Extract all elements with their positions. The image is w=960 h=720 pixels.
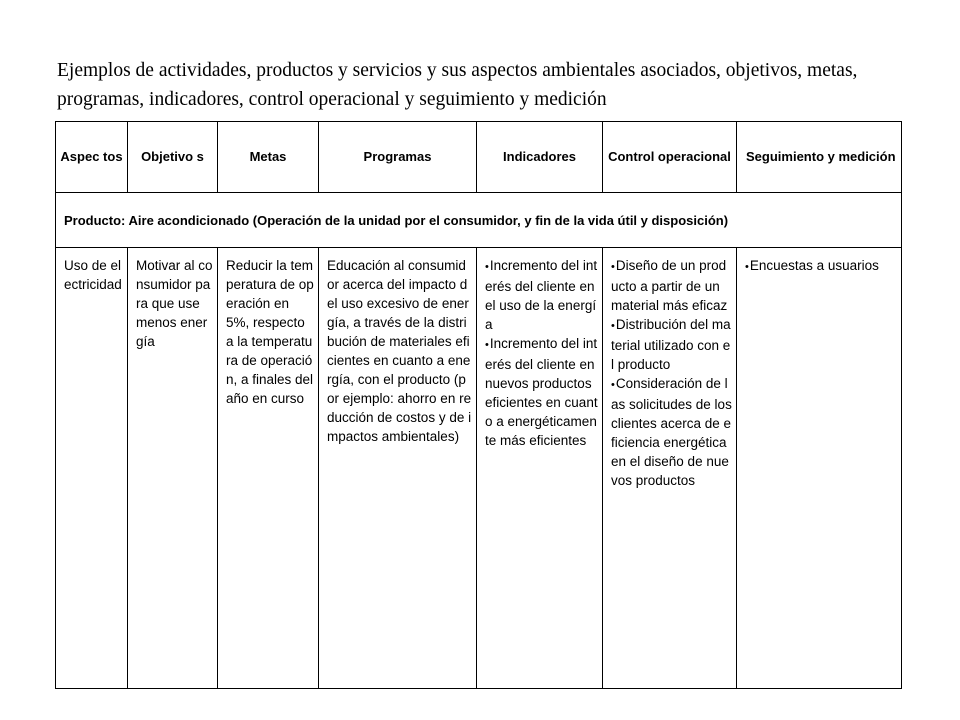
bullet-icon: •: [611, 379, 615, 391]
list-item-text: Encuestas a usuarios: [749, 258, 879, 273]
cell-metas: Reducir la temperatura de operación en 5%, respecto a la temperatura de operación, a finales del año en curso: [218, 248, 319, 689]
product-row: [56, 193, 902, 248]
list-item: [485, 334, 599, 450]
seguimiento-list: [745, 256, 898, 277]
cell-indicadores: [477, 248, 603, 689]
bullet-icon: •: [611, 320, 615, 332]
header-metas: Metas: [218, 122, 319, 193]
cell-programas: Educación al consumidor acerca del impacto del uso excesivo de energía, a través de la distribución de materiales eficientes en cuanto a energía, con el producto (por ejemplo: ahorro en reducción de costos y de impactos ambientales): [319, 248, 477, 689]
header-row: [56, 122, 902, 193]
table-row: [56, 248, 902, 689]
list-item-text: Diseño de un producto a partir de un material más eficaz: [611, 258, 728, 313]
cell-objetivos: Motivar al consumidor para que use menos energía: [128, 248, 218, 689]
environmental-aspects-table: [55, 121, 902, 689]
header-control: Control operacional: [603, 122, 737, 193]
list-item-text: Distribución del material utilizado con el producto: [611, 317, 731, 372]
list-item: [745, 256, 898, 277]
list-item-text: Incremento del interés del cliente en nuevos productos eficientes en cuanto a energéticamente más eficientes: [485, 336, 598, 448]
header-seguimiento: Seguimiento y medición: [737, 122, 902, 193]
header-indicadores: Indicadores: [477, 122, 603, 193]
bullet-icon: •: [485, 339, 489, 351]
control-list: [611, 256, 733, 490]
list-item: [611, 374, 733, 490]
list-item: [611, 256, 733, 315]
list-item: [611, 315, 733, 374]
cell-aspectos: Uso de electricidad: [56, 248, 128, 689]
indicadores-list: [485, 256, 599, 450]
list-item-text: Consideración de las solicitudes de los clientes acerca de eficiencia energética en el diseño de nuevos productos: [611, 376, 732, 488]
bullet-icon: •: [745, 261, 749, 273]
product-label: Producto: Aire acondicionado (Operación de la unidad por el consumidor, y fin de la vida útil y disposición): [56, 193, 902, 248]
bullet-icon: •: [485, 261, 489, 273]
header-objetivos: Objetivo s: [128, 122, 218, 193]
header-aspectos: Aspec tos: [56, 122, 128, 193]
cell-control: [603, 248, 737, 689]
list-item: [485, 256, 599, 334]
page-title: Ejemplos de actividades, productos y servicios y sus aspectos ambientales asociados, objetivos, metas, programas, indicadores, control operacional y seguimiento y medición: [57, 60, 858, 110]
list-item-text: Incremento del interés del cliente en el uso de la energía: [485, 258, 598, 332]
cell-seguimiento: [737, 248, 902, 689]
header-programas: Programas: [319, 122, 477, 193]
bullet-icon: •: [611, 261, 615, 273]
